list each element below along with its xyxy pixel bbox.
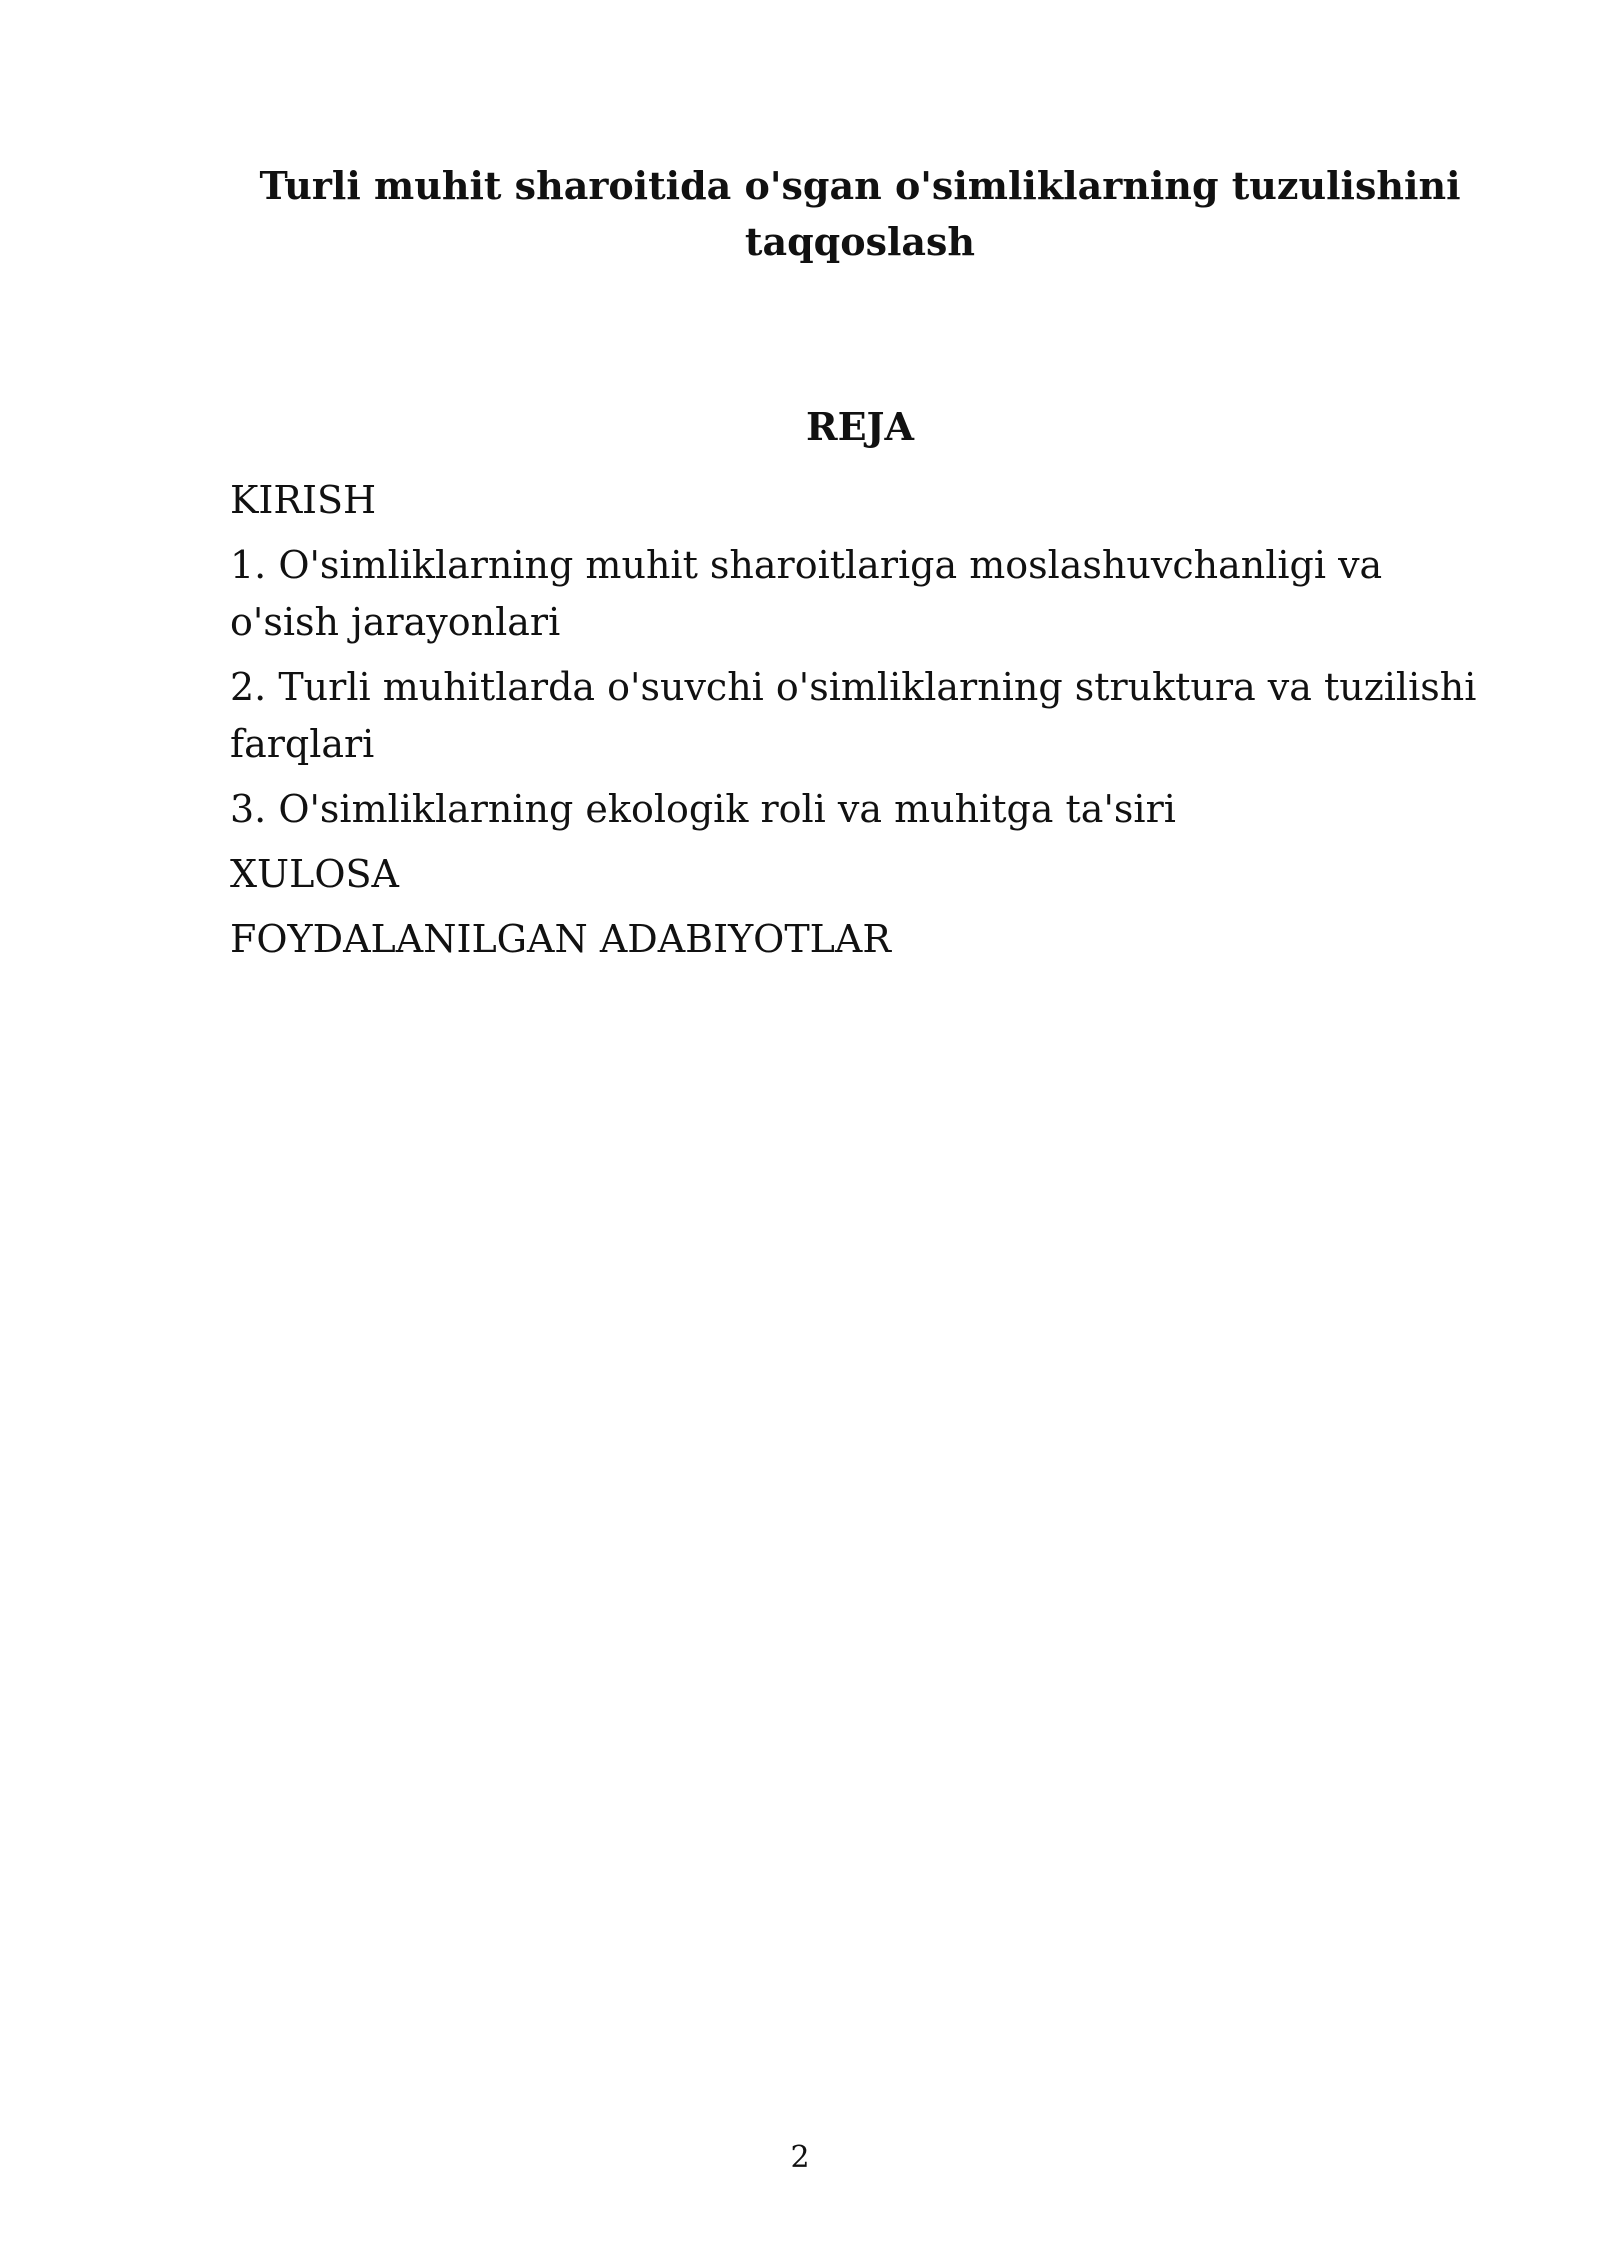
plan-list: [230, 472, 1492, 976]
plan-item-introduction: KIRISH: [230, 478, 377, 522]
document-title: Turli muhit sharoitida o'sgan o'simliklarning tuzulishini taqqoslash: [259, 163, 1461, 264]
plan-item-2: 2. Turli muhitlarda o'suvchi o'simliklarning struktura va tuzilishi farqlari: [230, 665, 1477, 766]
plan-item-conclusion: XULOSA: [230, 852, 399, 896]
plan-item-references: FOYDALANILGAN ADABIYOTLAR: [230, 917, 891, 961]
plan-item-1: 1. O'simliklarning muhit sharoitlariga moslashuvchanligi va o'sish jarayonlari: [230, 543, 1383, 644]
page-number: 2: [790, 2140, 810, 2175]
plan-heading: REJA: [805, 404, 914, 449]
plan-item-3: 3. O'simliklarning ekologik roli va muhitga ta'siri: [230, 787, 1176, 831]
